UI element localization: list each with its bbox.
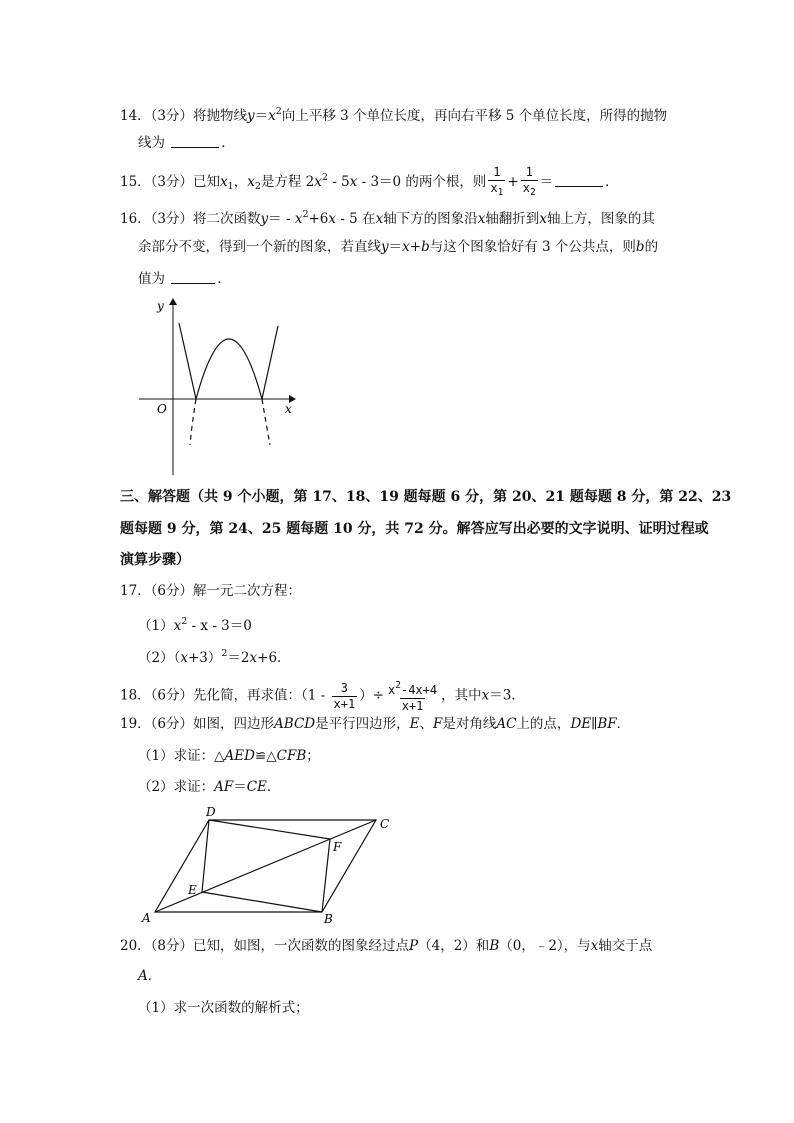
- question-16-line-3: 值为 ．: [138, 271, 231, 287]
- section-3-heading-line-2: 题每题 9 分，第 24、25 题每题 10 分，共 72 分。解答应写出必要的文字说明、证明过程或: [120, 521, 709, 537]
- question-18: 18．（6分）先化简，再求值：（1 - $\frac{3}{x+1}$ ）÷ $\frac{x^2-4x+4}{x+1}$ ，其中x＝3．: [120, 680, 525, 713]
- graph-y-label: y: [157, 299, 164, 313]
- section-3-heading-line-1: 三、解答题（共 9 个小题，第 17、18、19 题每题 6 分，第 20、21 题每题 8 分，第 22、23: [120, 489, 732, 505]
- question-17: 17．（6分）解一元二次方程：: [120, 583, 302, 599]
- label-c: C: [380, 817, 390, 831]
- question-14-line-2: 线为 ．: [138, 135, 235, 151]
- folded-parabola-graph: [135, 293, 305, 478]
- graph-origin-label: O: [157, 402, 167, 416]
- arch: [196, 339, 262, 399]
- answer-blank-15[interactable]: [555, 174, 603, 187]
- question-15: 15．（3分）已知$x_1$，$x_2$是方程 $2x^2 - 5x - 3=0$ 的两个根，则 $\frac{1}{x_1}$ + $\frac{1}{x_2}$ ＝ ．: [120, 165, 619, 198]
- question-19-part-1: （1）求证：△AED≌△CFB；: [138, 748, 320, 764]
- question-20-part-1: （1）求一次函数的解析式；: [138, 1000, 309, 1016]
- parallelogram-figure: [140, 806, 400, 926]
- answer-blank-16[interactable]: [171, 271, 215, 284]
- question-17-part-2: $(2)(x+3)^2=2x+6$．: [138, 648, 291, 666]
- label-e: E: [188, 883, 197, 897]
- diagonal-ac: [155, 820, 376, 912]
- left-branch: [179, 323, 196, 399]
- question-19-part-2: （2）求证：AF＝CE．: [138, 779, 281, 795]
- question-14-line-1: 14．（3分）将抛物线$y=x^2$向上平移 3 个单位长度，再向右平移 5 个单位长度，所得的抛物: [120, 106, 668, 124]
- fraction-3-over-x-plus-1: $\frac{3}{x+1}$: [333, 680, 356, 711]
- fraction-quadratic-over-x-plus-1: $\frac{x^2-4x+4}{x+1}$: [388, 680, 438, 713]
- label-d: D: [206, 805, 216, 819]
- left-dashed-part: [190, 399, 196, 445]
- section-3-heading-line-3: 演算步骤）: [120, 552, 190, 568]
- label-a: A: [142, 911, 151, 925]
- right-dashed-part: [262, 399, 270, 445]
- fraction-1-over-x2: $\frac{1}{x_2}$: [522, 165, 536, 198]
- label-b: B: [324, 912, 333, 926]
- question-20-line-2: A．: [138, 968, 162, 984]
- segment-eb: [202, 892, 322, 912]
- answer-blank-14[interactable]: [171, 135, 219, 148]
- graph-x-label: x: [285, 402, 292, 416]
- segment-df: [209, 820, 330, 839]
- question-20-line-1: 20．（8分）已知，如图，一次函数的图象经过点P（4，2）和B（0，﹣2），与x轴交于点: [120, 938, 653, 954]
- question-16-line-1: 16．（3分）将二次函数$y= - x^2+6x - 5$ 在x轴下方的图象沿x轴翻折到x轴上方，图象的其: [120, 209, 655, 227]
- right-branch: [262, 326, 278, 399]
- question-16-line-2: 余部分不变，得到一个新的图象，若直线y＝x+b与这个图象恰好有 3 个公共点，则b的: [138, 239, 659, 255]
- fraction-1-over-x1: $\frac{1}{x_1}$: [490, 165, 504, 198]
- label-f: F: [333, 840, 342, 854]
- question-17-part-1: $(1)x^2 - x - 3=0$: [138, 616, 252, 634]
- question-19: 19．（6分）如图，四边形ABCD是平行四边形，E、F是对角线AC上的点，DE∥BF．: [120, 716, 631, 732]
